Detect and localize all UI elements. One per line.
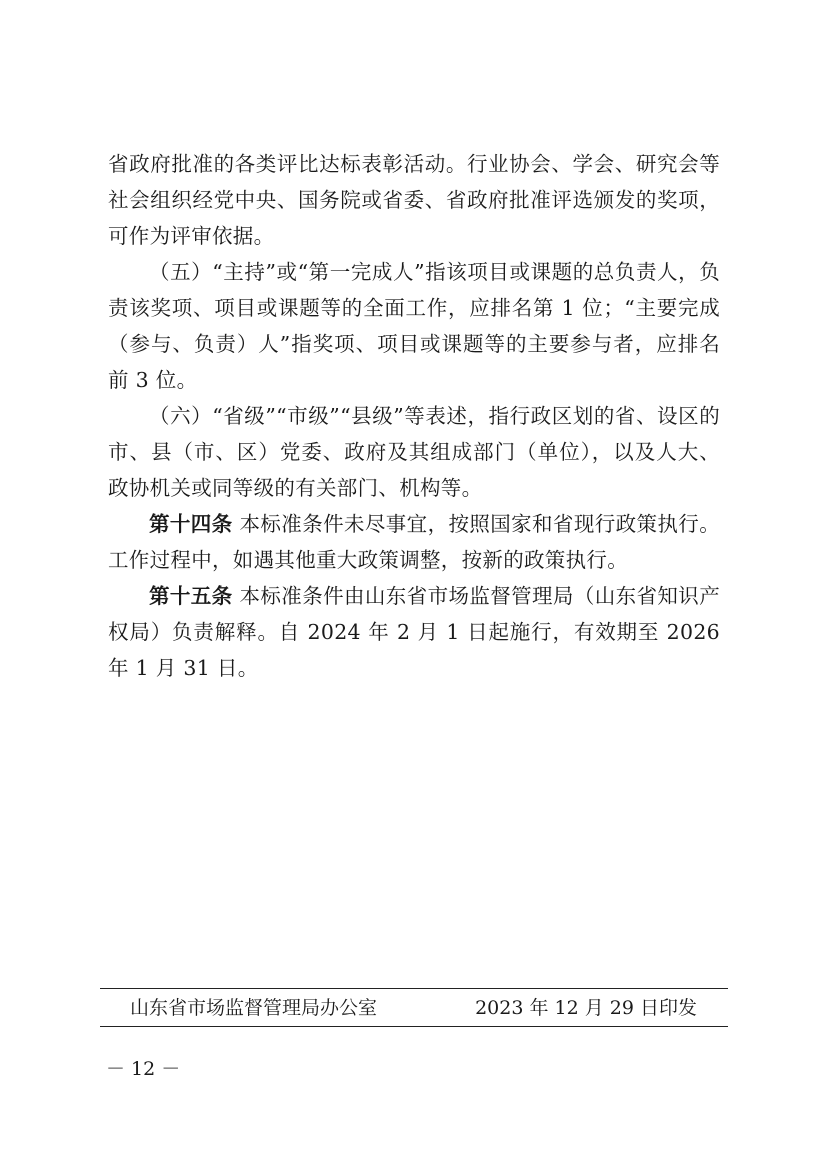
article-14	[108, 506, 720, 578]
footer-bottom-rule	[100, 1026, 728, 1027]
footer-issued-date: 2023 年 12 月 29 日印发	[475, 997, 697, 1019]
paragraph-item-6: （六）“省级”“市级”“县级”等表述，指行政区划的省、设区的市、县（市、区）党委、政府及其组成部门（单位），以及人大、政协机关或同等级的有关部门、机构等。	[108, 404, 720, 500]
paragraph-continuation: 省政府批准的各类评比达标表彰活动。行业协会、学会、研究会等社会组织经党中央、国务院或省委、省政府批准评选颁发的奖项，可作为评审依据。	[108, 152, 720, 248]
paragraph-item-5: （五）“主持”或“第一完成人”指该项目或课题的总负责人，负责该奖项、项目或课题等的全面工作，应排名第 1 位；“主要完成（参与、负责）人”指奖项、项目或课题等的主要参与者，应排名前 3 位。	[108, 260, 720, 392]
footer-issuer: 山东省市场监督管理局办公室	[130, 997, 378, 1019]
article-14-text: 本标准条件未尽事宜，按照国家和省现行政策执行。工作过程中，如遇其他重大政策调整，按新的政策执行。	[108, 512, 721, 572]
body-text	[108, 146, 720, 686]
article-14-heading: 第十四条	[149, 512, 233, 536]
article-15-heading: 第十五条	[149, 584, 233, 608]
page-number: － 12 －	[106, 1058, 181, 1080]
article-15	[108, 578, 720, 686]
article-15-text: 本标准条件由山东省市场监督管理局（山东省知识产权局）负责解释。自 2024 年 2 月 1 日起施行，有效期至 2026 年 1 月 31 日。	[108, 584, 721, 680]
footer-top-rule	[100, 988, 728, 989]
